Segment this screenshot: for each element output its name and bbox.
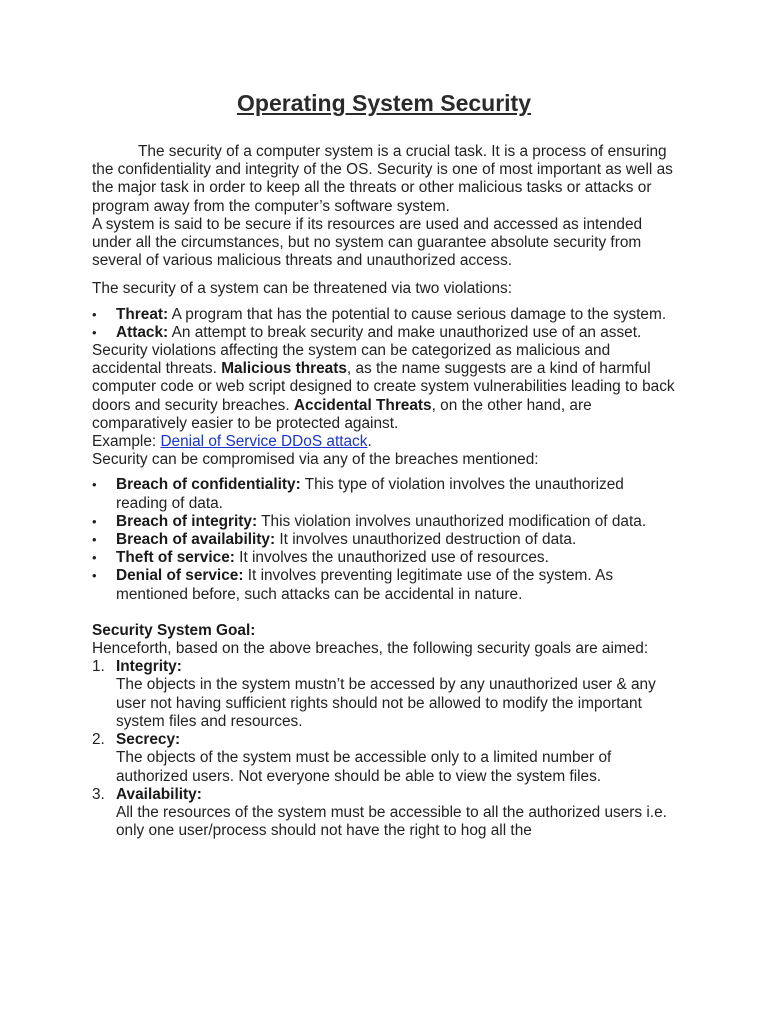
violation-term: Attack: [116, 323, 169, 341]
breach-text: It involves unauthorized destruction of data. [275, 531, 577, 549]
breach-text: It involves the unauthorized use of resources. [234, 549, 549, 567]
list-item [92, 324, 676, 342]
categorized-paragraph [92, 342, 676, 433]
violation-term: Threat: [116, 305, 169, 323]
goal-number: 3. [92, 785, 105, 803]
page-title: Operating System Security [237, 90, 531, 116]
goal-number: 1. [92, 658, 105, 676]
list-item [92, 513, 676, 531]
goals-intro: Henceforth, based on the above breaches, the following security goals are aimed: [92, 640, 649, 658]
breach-term: Breach of availability: [116, 531, 276, 549]
list-item [92, 549, 676, 567]
goals-list [92, 658, 676, 840]
violation-text: A program that has the potential to cause serious damage to the system. [168, 305, 667, 323]
document-body [92, 143, 676, 840]
list-item [92, 531, 676, 549]
goals-heading [92, 622, 676, 640]
breach-term: Breach of confidentiality: [116, 476, 301, 494]
goals-heading-text: Security System Goal: [92, 621, 256, 639]
example-line [92, 433, 676, 451]
goal-number: 2. [92, 731, 105, 749]
breaches-list [92, 476, 676, 603]
categorized-text: , on the other hand, are comparatively easier to be protected against. [92, 396, 592, 432]
goal-text: All the resources of the system must be accessible to all the authorized users i.e. only one user/process should not have the right to hog all the [116, 803, 667, 840]
list-item [92, 306, 676, 324]
ddos-attack-link[interactable]: Denial of Service DDoS attack [160, 433, 368, 451]
breach-term: Theft of service: [116, 549, 235, 567]
goal-text: The objects of the system must be accessible only to a limited number of authorized users. Not everyone should be able to view the system files. [116, 749, 612, 785]
secure-paragraph: A system is said to be secure if its resources are used and accessed as intended under all the circumstances, but no system can guarantee absolute security from several of various malicious threats and unauthorized access. [92, 215, 643, 270]
accidental-threats-term: Accidental Threats [293, 396, 432, 414]
example-suffix: . [367, 433, 372, 451]
breach-term: Denial of service: [116, 567, 244, 585]
list-item [92, 731, 676, 786]
list-item [92, 786, 676, 841]
categorized-text: , as the name suggests are a kind of harmful computer code or web script designed to create system vulnerabilities leading to back doors and security breaches. [92, 360, 675, 414]
list-item [92, 476, 676, 512]
list-item [92, 658, 676, 731]
violation-text: An attempt to break security and make unauthorized use of an asset. [168, 323, 642, 341]
breach-text: This type of violation involves the unauthorized reading of data. [116, 476, 624, 512]
intro-paragraph: The security of a computer system is a crucial task. It is a process of ensuring the confidentiality and integrity of the OS. Security is one of most important as well as the major task in order to keep all the threats or other malicious tasks or attacks or program away from the computer’s software system. [92, 143, 673, 215]
violations-list [92, 306, 676, 342]
breach-term: Breach of integrity: [116, 512, 258, 530]
goal-term: Availability: [116, 785, 202, 803]
breaches-intro: Security can be compromised via any of the breaches mentioned: [92, 451, 539, 469]
goal-term: Secrecy: [116, 731, 181, 749]
malicious-threats-term: Malicious threats [221, 360, 347, 378]
violations-intro: The security of a system can be threatened via two violations: [92, 280, 513, 298]
breach-text: This violation involves unauthorized modification of data. [257, 512, 647, 530]
example-label: Example: [92, 433, 161, 451]
list-item [92, 567, 676, 603]
goal-text: The objects in the system mustn’t be accessed by any unauthorized user & any user not having sufficient rights should not be allowed to modify the important system files and resources. [116, 676, 656, 730]
categorized-text: Security violations affecting the system can be categorized as malicious and accidental threats. [92, 342, 611, 378]
breach-text: It involves preventing legitimate use of the system. As mentioned before, such attacks can be accidental in nature. [116, 567, 614, 603]
goal-term: Integrity: [116, 658, 182, 676]
